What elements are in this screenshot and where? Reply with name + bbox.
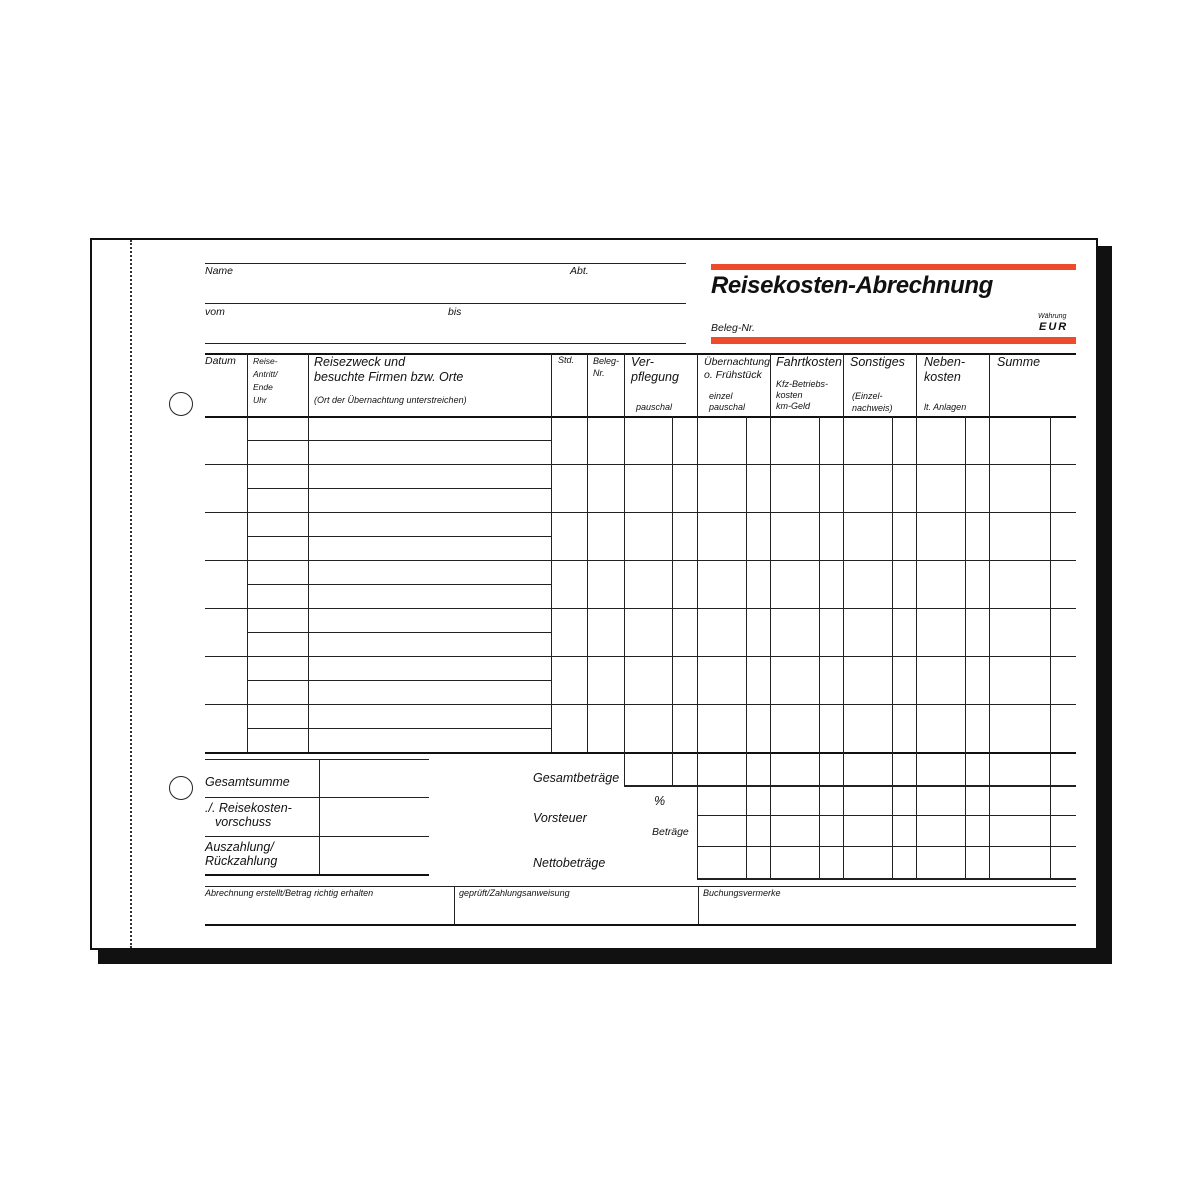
table-column-line (697, 353, 698, 752)
footer-divider-1 (454, 886, 455, 924)
auszahlung-line1: Auszahlung/ (205, 840, 274, 854)
totals-line-2 (205, 836, 429, 837)
totals-row-line (697, 846, 1076, 847)
name-line-top (205, 263, 686, 264)
table-subcolumn-line (746, 416, 747, 752)
table-subrow-line (247, 632, 551, 633)
travel-expense-form (90, 238, 1098, 950)
geprueft-label: geprüft/Zahlungsanweisung (459, 888, 570, 898)
totals-subcolumn-line (672, 752, 673, 785)
table-column-line (916, 353, 917, 752)
vorschuss-line2: vorschuss (215, 815, 272, 829)
bis-label: bis (448, 306, 462, 318)
col-reise-line2: Antritt/ (253, 369, 278, 379)
perforation-line (130, 240, 132, 948)
table-row-line (205, 704, 1076, 705)
waehrung-value: EUR (1039, 321, 1069, 333)
table-subrow-line (247, 728, 551, 729)
abt-label: Abt. (570, 265, 589, 277)
totals-box-top (205, 759, 429, 760)
col-beleg-line2: Nr. (593, 368, 605, 378)
prozent-label: % (654, 794, 666, 808)
name-field-line[interactable] (205, 303, 686, 304)
auszahlung-label (205, 840, 277, 868)
footer-top-line (205, 886, 1076, 887)
totals-row-line (697, 815, 1076, 816)
vorsteuer-label: Vorsteuer (533, 811, 587, 825)
table-subcolumn-line (1050, 416, 1051, 752)
col-datum: Datum (205, 355, 236, 367)
table-header-bottom (205, 416, 1076, 418)
footer-divider-2 (698, 886, 699, 924)
nettobetraege-label: Nettobeträge (533, 856, 606, 870)
table-subrow-line (247, 488, 551, 489)
col-beleg-nr (593, 355, 619, 379)
col-sonstiges: Sonstiges (850, 355, 905, 369)
col-beleg-line1: Beleg- (593, 356, 620, 366)
title-accent-bar-top (711, 264, 1076, 270)
table-column-line (247, 353, 248, 752)
col-verpflegung (631, 355, 679, 385)
totals-row-line-thick (624, 785, 1076, 787)
table-column-line (587, 353, 588, 752)
table-subrow-line (247, 440, 551, 441)
auszahlung-line2: Rückzahlung (205, 854, 278, 868)
table-subcolumn-line (672, 416, 673, 752)
gesamtbetraege-label: Gesamtbeträge (533, 771, 620, 785)
totals-line-1 (205, 797, 429, 798)
col-reisezweck-line2: besuchte Firmen bzw. Orte (314, 370, 464, 384)
table-row-line (205, 512, 1076, 513)
col-nebenkosten-line1: Neben- (924, 355, 965, 369)
col-verpflegung-line1: Ver- (631, 355, 654, 369)
title-accent-bar-bottom (711, 337, 1076, 344)
table-column-line (624, 353, 625, 752)
date-field-line[interactable] (205, 343, 686, 344)
punch-hole-bottom (169, 776, 193, 800)
table-column-line (551, 353, 552, 752)
gesamtsumme-label: Gesamtsumme (205, 775, 290, 789)
col-reise-line3: Ende (253, 382, 273, 392)
col-uebernachtung-sub1: einzel (709, 391, 733, 401)
col-uebernachtung-line1: Übernachtung (704, 356, 770, 368)
col-fahrtkosten-sub3: km-Geld (776, 401, 811, 411)
col-summe: Summe (997, 355, 1041, 369)
table-subcolumn-line (892, 416, 893, 752)
col-fahrtkosten: Fahrtkosten (776, 355, 843, 369)
waehrung-label: Währung (1038, 313, 1067, 320)
totals-divider (319, 759, 320, 874)
betraege-label: Beträge (652, 826, 689, 838)
table-subcolumn-line (819, 416, 820, 752)
col-sonstiges-sub2: nachweis) (852, 403, 893, 413)
col-reisezweck (314, 355, 463, 385)
col-reisezweck-note: (Ort der Übernachtung unterstreichen) (314, 395, 467, 405)
table-column-line (308, 353, 309, 752)
table-subrow-line (247, 680, 551, 681)
col-reise (253, 355, 278, 407)
col-nebenkosten-line2: kosten (924, 370, 961, 384)
col-nebenkosten-sub: lt. Anlagen (924, 402, 967, 412)
table-row-line (205, 608, 1076, 609)
col-uebernachtung-sub2: pauschal (709, 402, 746, 412)
col-fahrtkosten-sub1: Kfz-Betriebs- (776, 379, 829, 389)
table-subrow-line (247, 536, 551, 537)
table-row-line (205, 464, 1076, 465)
punch-hole-top (169, 392, 193, 416)
col-verpflegung-line2: pflegung (631, 370, 679, 384)
name-label: Name (205, 265, 234, 277)
col-sonstiges-sub (852, 390, 893, 414)
erstellt-label: Abrechnung erstellt/Betrag richtig erhalten (205, 888, 374, 898)
col-sonstiges-sub1: (Einzel- (852, 391, 883, 401)
col-fahrtkosten-sub (776, 379, 828, 412)
col-uebernachtung (704, 356, 770, 382)
table-column-line (770, 353, 771, 752)
col-uebernachtung-line2: o. Frühstück (704, 369, 762, 381)
buchung-label: Buchungsvermerke (703, 888, 781, 898)
col-uebernachtung-sub (709, 391, 745, 413)
form-title: Reisekosten-Abrechnung (711, 272, 993, 299)
table-row-line (205, 656, 1076, 657)
col-fahrtkosten-sub2: kosten (776, 390, 803, 400)
table-column-line (989, 353, 990, 752)
vorschuss-line1: ./. Reisekosten- (205, 801, 292, 815)
vom-label: vom (205, 306, 225, 318)
col-reise-line1: Reise- (253, 356, 278, 366)
vorschuss-label (205, 801, 292, 829)
table-column-line (843, 353, 844, 752)
table-row-line (205, 560, 1076, 561)
col-std: Std. (558, 355, 575, 365)
col-nebenkosten (924, 355, 965, 385)
totals-bottom-line (697, 878, 1076, 880)
table-subrow-line (247, 584, 551, 585)
footer-bottom-line (205, 924, 1076, 926)
col-verpflegung-sub: pauschal (636, 402, 673, 412)
totals-box-bottom (205, 874, 429, 876)
totals-column-line (624, 752, 625, 785)
col-reisezweck-line1: Reisezweck und (314, 355, 406, 369)
table-subcolumn-line (965, 416, 966, 752)
col-reise-line4: Uhr (253, 395, 267, 405)
table-body-bottom (205, 752, 1076, 754)
beleg-nr-label: Beleg-Nr. (711, 322, 755, 334)
